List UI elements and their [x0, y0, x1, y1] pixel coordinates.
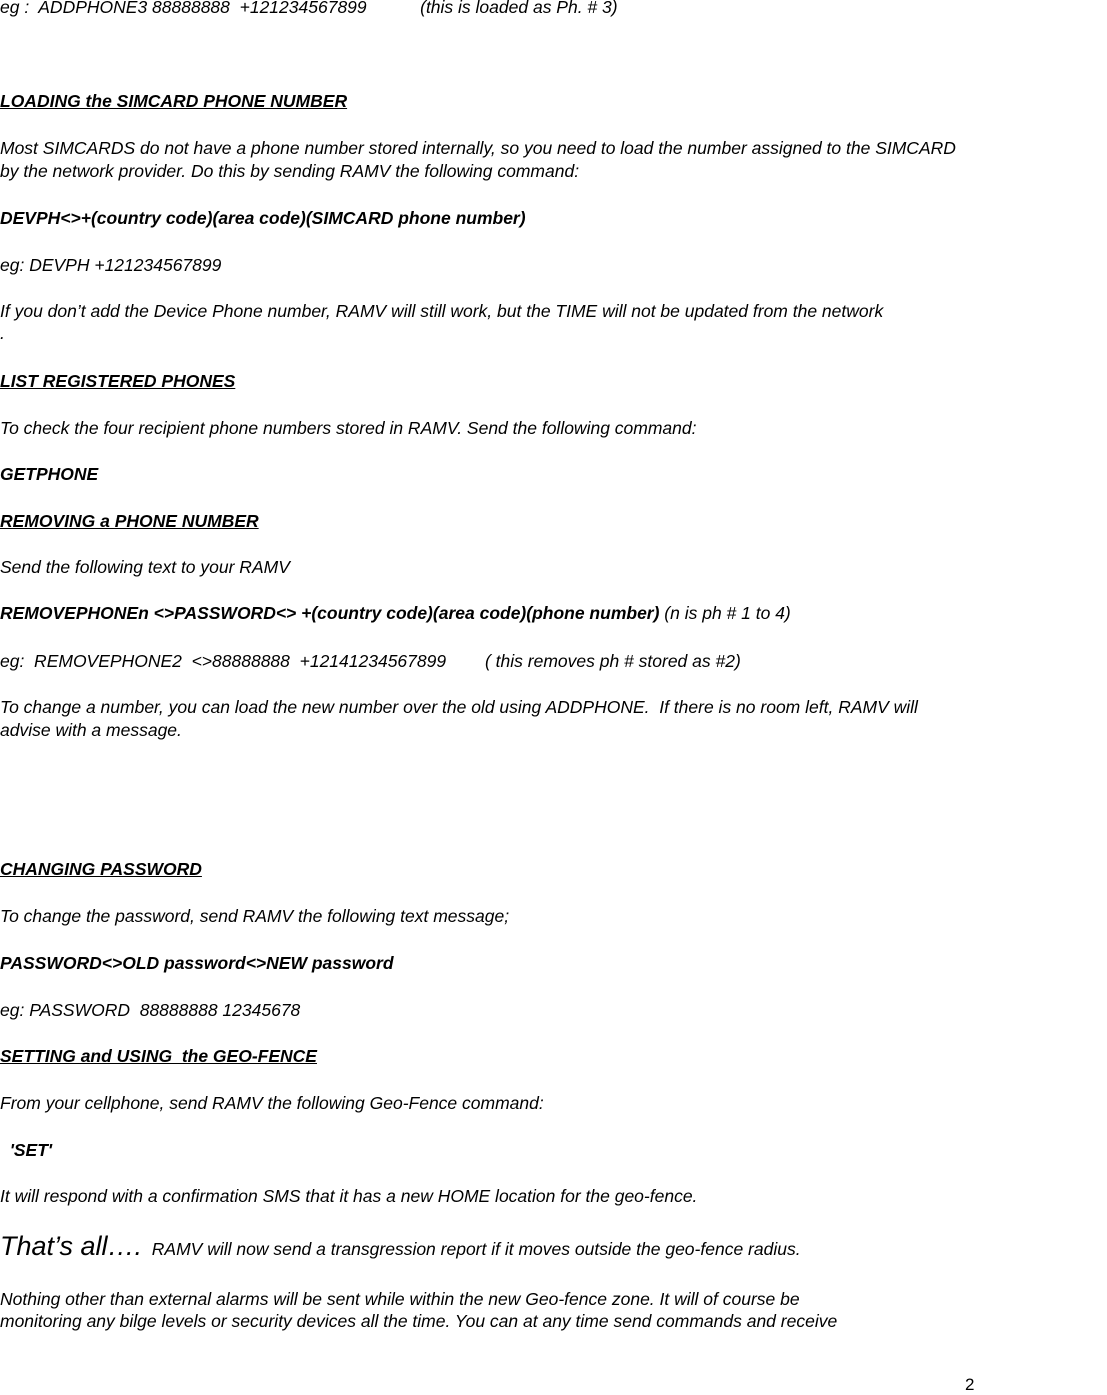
paragraph-nothing-line1: Nothing other than external alarms will be sent while within the new Geo-fence zone. It will of course be — [0, 1289, 800, 1309]
paragraph-list-phones: To check the four recipient phone numbers stored in RAMV. Send the following command: — [0, 418, 697, 438]
paragraph-remove: Send the following text to your RAMV — [0, 557, 290, 577]
command-remove-note: (n is ph # 1 to 4) — [659, 603, 791, 623]
example-devph: eg: DEVPH +121234567899 — [0, 255, 222, 275]
paragraph-devph-dot: . — [0, 323, 5, 343]
heading-removing-phone: REMOVING a PHONE NUMBER — [0, 511, 259, 531]
paragraph-geofence: From your cellphone, send RAMV the following Geo-Fence command: — [0, 1093, 544, 1113]
paragraph-password: To change the password, send RAMV the following text message; — [0, 906, 510, 926]
command-devph: DEVPH<>+(country code)(area code)(SIMCARD phone number) — [0, 208, 526, 228]
heading-geo-fence: SETTING and USING the GEO-FENCE — [0, 1046, 317, 1066]
heading-list-registered-phones: LIST REGISTERED PHONES — [0, 371, 236, 391]
paragraph-transgression: RAMV will now send a transgression report if it moves outside the geo-fence radius. — [142, 1239, 801, 1259]
command-getphone: GETPHONE — [0, 464, 99, 484]
command-remove-line — [0, 603, 791, 624]
thats-all-text: That’s all…. — [0, 1231, 143, 1261]
heading-loading-simcard: LOADING the SIMCARD PHONE NUMBER — [0, 91, 348, 111]
paragraph-change-line1: To change a number, you can load the new number over the old using ADDPHONE. If there is no room left, RAMV will — [0, 697, 918, 717]
heading-changing-password: CHANGING PASSWORD — [0, 859, 202, 879]
command-password: PASSWORD<>OLD password<>NEW password — [0, 953, 394, 973]
paragraph-simcard-line2: by the network provider. Do this by sending RAMV the following command: — [0, 161, 580, 181]
page-number: 2 — [965, 1375, 975, 1394]
paragraph-simcard-line1: Most SIMCARDS do not have a phone number stored internally, so you need to load the number assigned to the SIMCARD — [0, 138, 956, 158]
example-removephone: eg: REMOVEPHONE2 <>88888888 +12141234567899 ( this removes ph # stored as #2) — [0, 651, 741, 671]
command-set: 'SET' — [0, 1140, 53, 1160]
thats-all-line — [0, 1231, 801, 1261]
command-removephone: REMOVEPHONEn <>PASSWORD<> +(country code)(area code)(phone number) — [0, 603, 660, 623]
paragraph-respond: It will respond with a confirmation SMS that it has a new HOME location for the geo-fence. — [0, 1186, 698, 1206]
example-password: eg: PASSWORD 88888888 12345678 — [0, 1000, 301, 1020]
example-addphone: eg : ADDPHONE3 88888888 +121234567899 (this is loaded as Ph. # 3) — [0, 0, 618, 17]
paragraph-nothing-line2: monitoring any bilge levels or security devices all the time. You can at any time send commands and receive — [0, 1311, 838, 1331]
paragraph-change-line2: advise with a message. — [0, 720, 182, 740]
paragraph-devph-note: If you don’t add the Device Phone number, RAMV will still work, but the TIME will not be updated from the network — [0, 301, 884, 321]
